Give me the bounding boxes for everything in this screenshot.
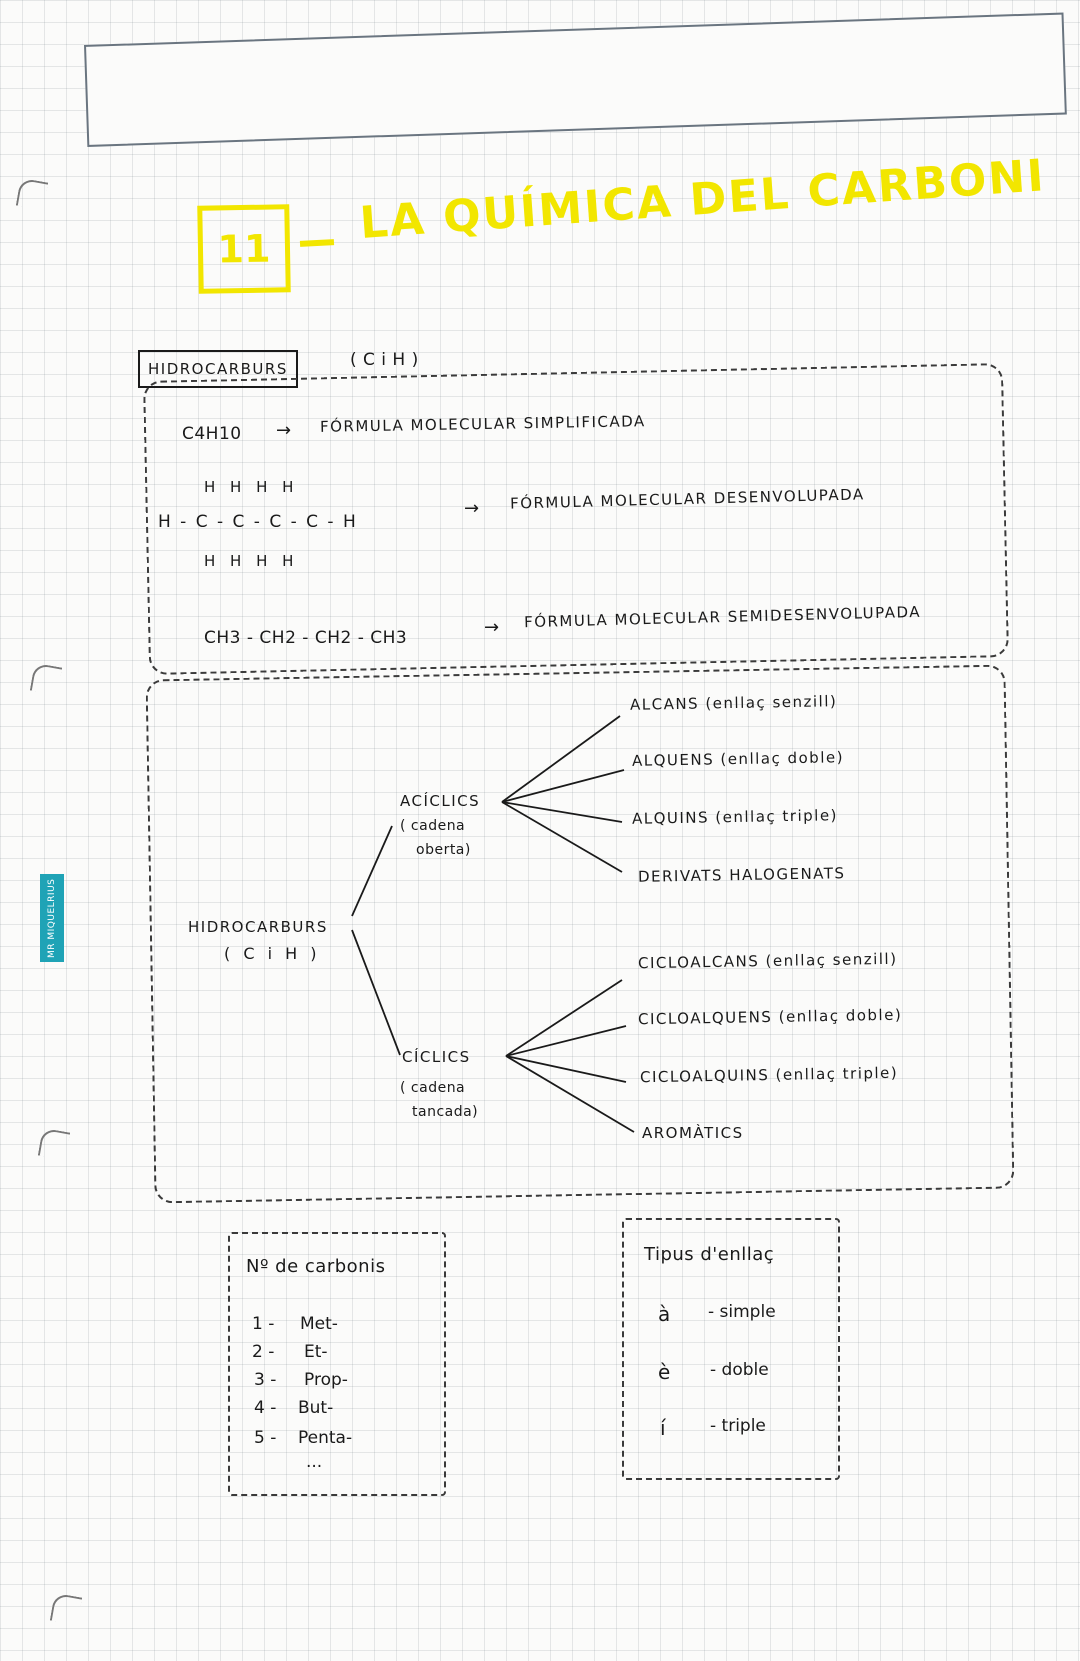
tree-leaf: ALCANS (enllaç senzill) xyxy=(629,692,838,714)
tree-leaf: CICLOALQUINS (enllaç triple) xyxy=(639,1063,899,1087)
section-paren: ( C i H ) xyxy=(350,350,419,370)
carbons-title: Nº de carbonis xyxy=(246,1256,386,1277)
tree-root: HIDROCARBURS xyxy=(188,918,328,936)
bond-label: - simple xyxy=(708,1302,776,1322)
branch-cyclic: CÍCLICS xyxy=(402,1048,471,1066)
developed-top-row: H H H H xyxy=(204,478,296,496)
tree-leaf: DERIVATS HALOGENATS xyxy=(637,864,846,886)
carbon-prefix: But- xyxy=(298,1398,334,1418)
carbon-prefix: Met- xyxy=(300,1314,338,1334)
chapter-number: 11 xyxy=(197,204,291,294)
semi-formula: CH3 - CH2 - CH2 - CH3 xyxy=(204,628,408,648)
tree-leaf: ALQUENS (enllaç doble) xyxy=(631,748,845,770)
bond-vowel: í xyxy=(660,1416,666,1440)
tree-root-sub: ( C i H ) xyxy=(224,944,321,963)
semi-label: FÓRMULA MOLECULAR SEMIDESENVOLUPADA xyxy=(523,602,922,632)
branch-cyclic-sub: ( cadena xyxy=(400,1080,466,1096)
bond-vowel: à xyxy=(658,1302,671,1326)
developed-label: FÓRMULA MOLECULAR DESENVOLUPADA xyxy=(509,485,865,513)
carbon-number: 2 - xyxy=(252,1342,275,1362)
bond-vowel: è xyxy=(658,1360,671,1384)
simplified-label: FÓRMULA MOLECULAR SIMPLIFICADA xyxy=(319,412,646,436)
tree-leaf: CICLOALQUENS (enllaç doble) xyxy=(637,1005,903,1029)
carbon-prefix: Penta- xyxy=(298,1428,353,1448)
branch-acyclic-sub: ( cadena xyxy=(400,818,466,834)
bond-label: - triple xyxy=(710,1416,766,1436)
arrow-icon: → xyxy=(484,617,500,638)
carbon-prefix: Et- xyxy=(304,1342,328,1362)
ellipsis: ... xyxy=(306,1452,323,1472)
branch-acyclic-sub: oberta) xyxy=(416,842,471,858)
page-title: LA QUÍMICA DEL CARBONI xyxy=(358,150,1048,249)
bonds-title: Tipus d'enllaç xyxy=(644,1244,775,1265)
arrow-icon: → xyxy=(276,420,292,441)
carbon-number: 5 - xyxy=(254,1428,277,1448)
developed-mid-row: H - C - C - C - C - H xyxy=(158,512,358,532)
arrow-icon: → xyxy=(464,498,480,519)
developed-bottom-row: H H H H xyxy=(204,552,296,570)
branch-cyclic-sub: tancada) xyxy=(412,1104,479,1120)
simplified-formula: C4H10 xyxy=(182,424,242,444)
tree-leaf: AROMÀTICS xyxy=(642,1124,744,1142)
tree-leaf: CICLOALCANS (enllaç senzill) xyxy=(637,949,898,973)
carbon-number: 3 - xyxy=(254,1370,277,1390)
bond-label: - doble xyxy=(710,1360,769,1380)
carbon-number: 1 - xyxy=(252,1314,275,1334)
brand-tag: MR MIQUELRIUS xyxy=(40,874,64,962)
carbon-number: 4 - xyxy=(254,1398,277,1418)
section-label: HIDROCARBURS xyxy=(138,350,298,388)
tree-leaf: ALQUINS (enllaç triple) xyxy=(631,806,839,828)
carbon-prefix: Prop- xyxy=(304,1370,348,1390)
branch-acyclic: ACÍCLICS xyxy=(400,792,481,810)
